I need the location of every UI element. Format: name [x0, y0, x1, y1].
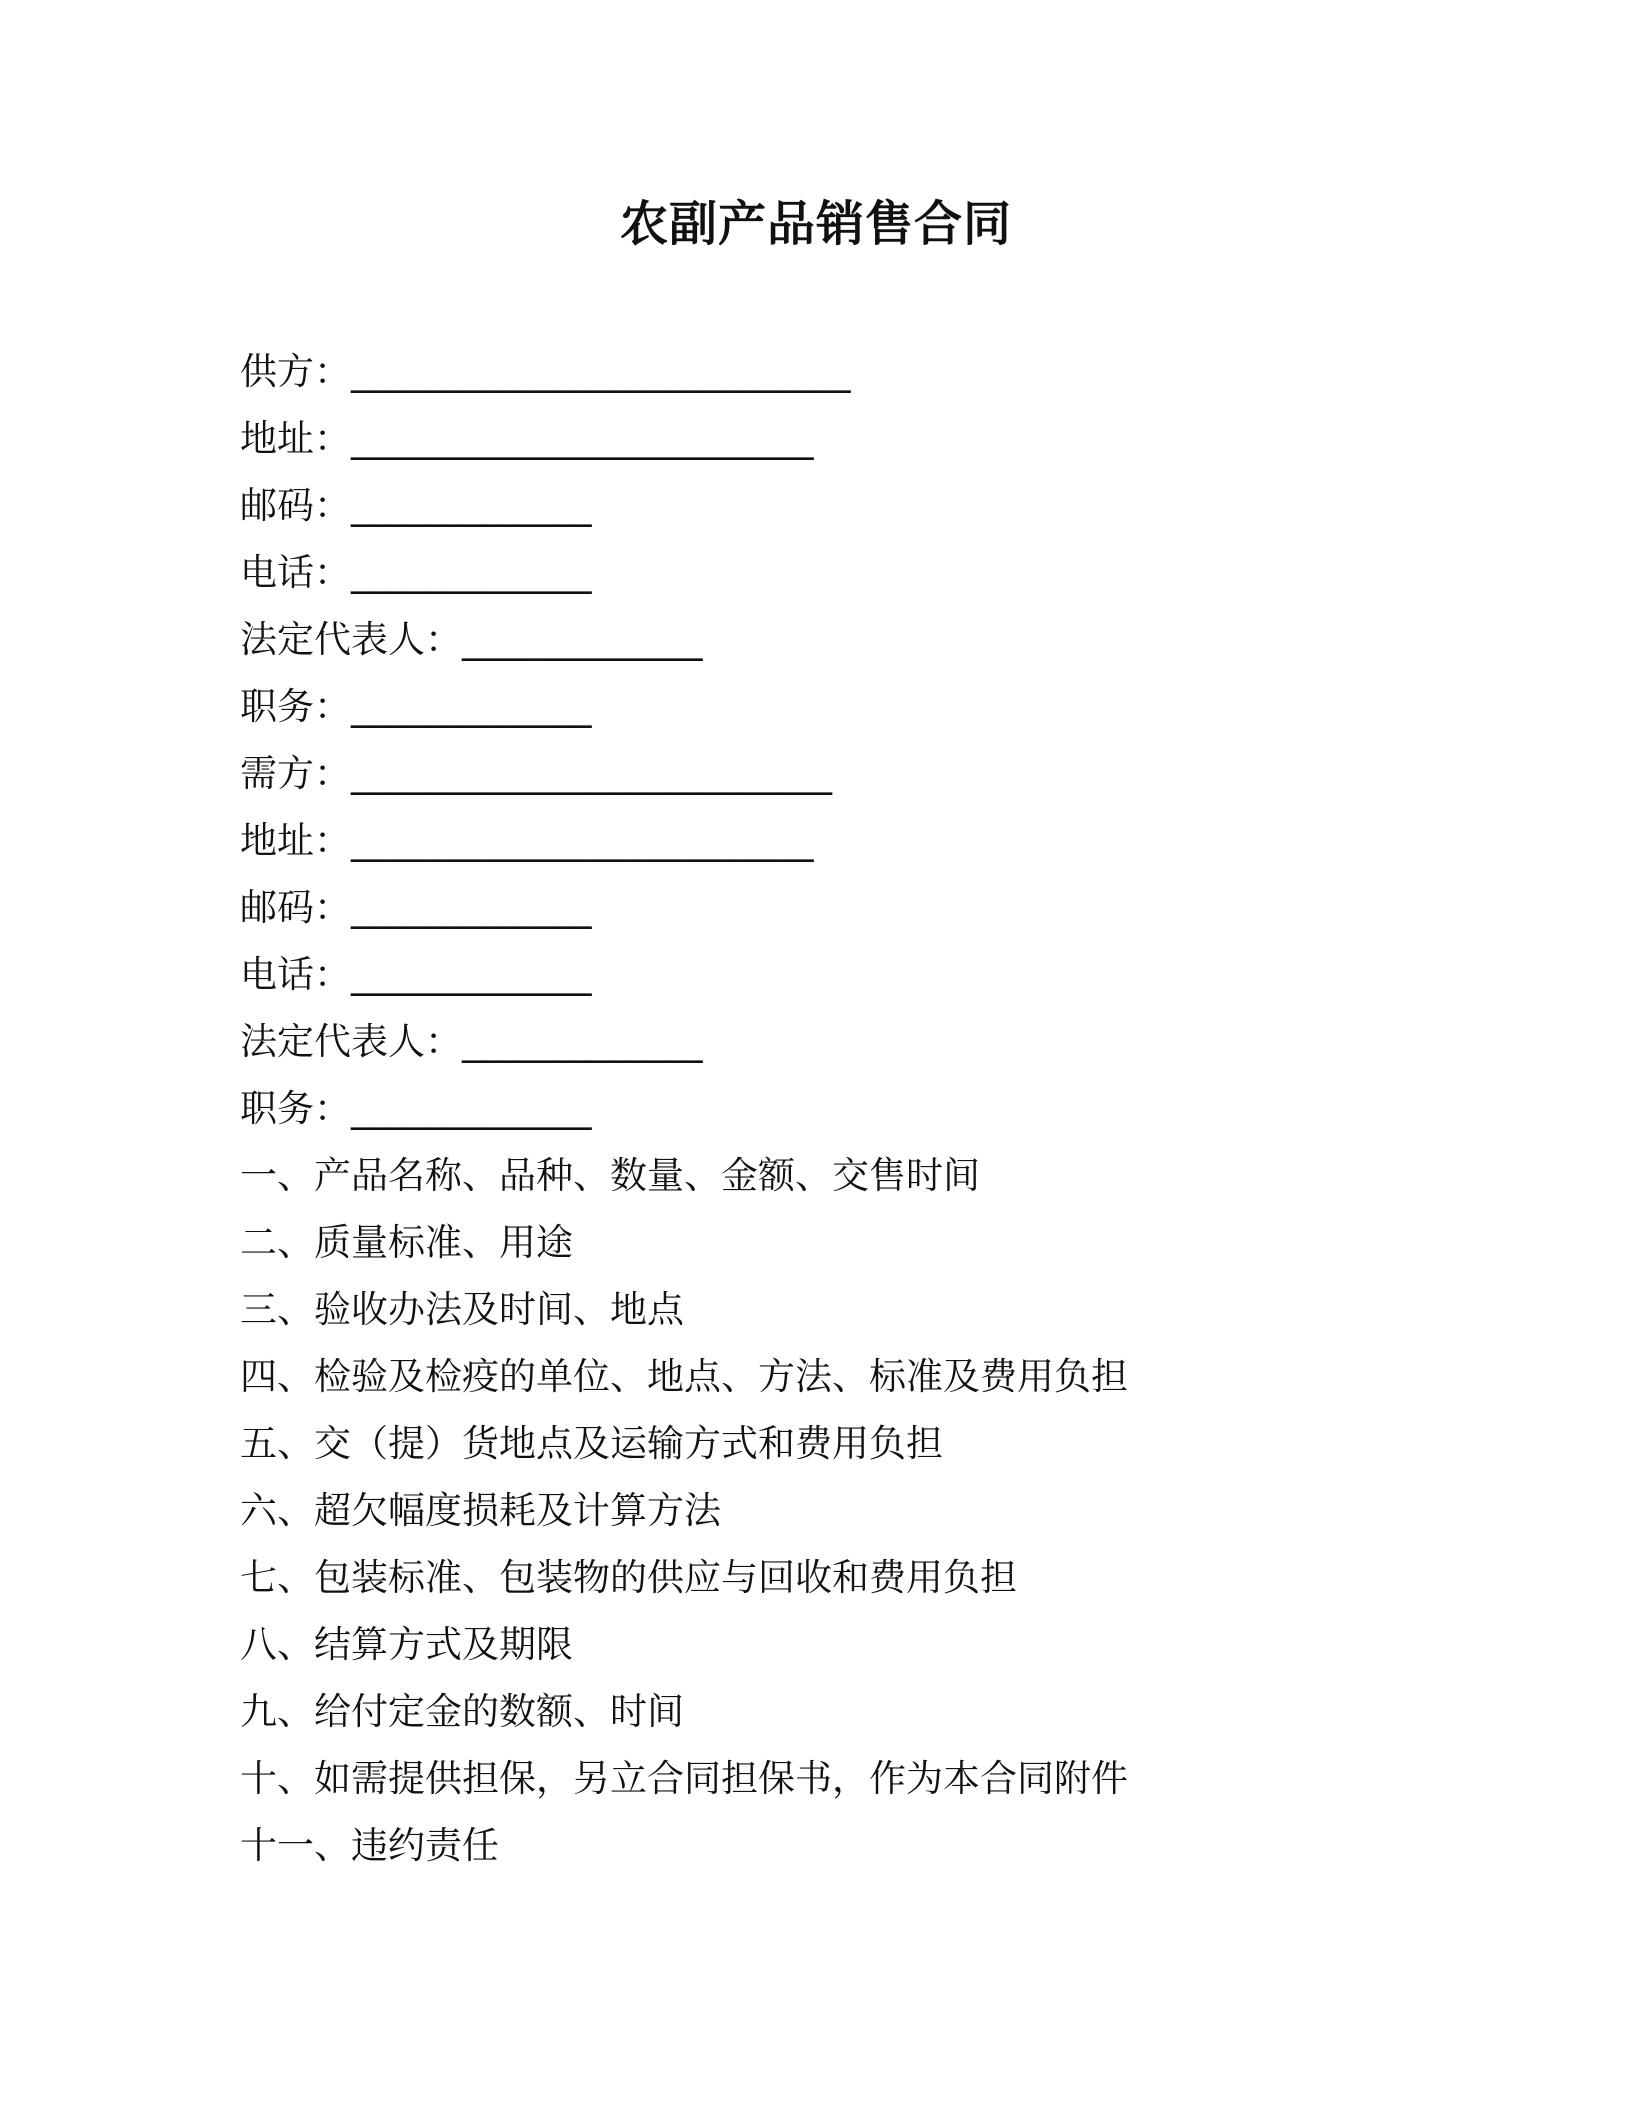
supplier-phone-label: 电话：: [240, 551, 351, 594]
clause-3-text: 三、验收办法及时间、地点: [240, 1288, 684, 1331]
buyer-name-label: 需方：: [240, 752, 351, 795]
supplier-address-line: [240, 405, 1440, 472]
clause-5: [240, 1410, 1440, 1477]
supplier-name-line: [240, 338, 1440, 405]
clause-8: [240, 1611, 1440, 1678]
supplier-legal-rep-label: 法定代表人：: [240, 618, 462, 661]
clause-1: [240, 1142, 1440, 1209]
buyer-postcode-label: 邮码：: [240, 886, 351, 929]
buyer-name-line: [240, 740, 1440, 807]
document-title: 农副产品销售合同: [619, 196, 1012, 252]
clause-6-text: 六、超欠幅度损耗及计算方法: [240, 1489, 721, 1532]
clause-6: [240, 1477, 1440, 1544]
buyer-position-label: 职务：: [240, 1087, 351, 1130]
supplier-position-blank: _____________: [351, 685, 592, 728]
supplier-phone-line: [240, 539, 1440, 606]
buyer-legal-rep-label: 法定代表人：: [240, 1020, 462, 1063]
clause-2-text: 二、质量标准、用途: [240, 1221, 573, 1264]
supplier-position-label: 职务：: [240, 685, 351, 728]
buyer-phone-blank: _____________: [351, 953, 592, 996]
clause-10: [240, 1745, 1440, 1812]
clause-1-text: 一、产品名称、品种、数量、金额、交售时间: [240, 1154, 980, 1197]
buyer-phone-label: 电话：: [240, 953, 351, 996]
buyer-position-line: [240, 1075, 1440, 1142]
supplier-address-blank: _________________________: [351, 417, 814, 460]
clause-4-text: 四、检验及检疫的单位、地点、方法、标准及费用负担: [240, 1355, 1128, 1398]
clause-2: [240, 1209, 1440, 1276]
clause-5-text: 五、交（提）货地点及运输方式和费用负担: [240, 1422, 943, 1465]
clause-9: [240, 1678, 1440, 1745]
supplier-address-label: 地址：: [240, 417, 351, 460]
supplier-postcode-label: 邮码：: [240, 484, 351, 527]
buyer-postcode-line: [240, 874, 1440, 941]
supplier-legal-rep-blank: _____________: [462, 618, 703, 661]
supplier-phone-blank: _____________: [351, 551, 592, 594]
buyer-legal-rep-blank: _____________: [462, 1020, 703, 1063]
buyer-address-label: 地址：: [240, 819, 351, 862]
supplier-name-label: 供方：: [240, 350, 351, 393]
supplier-legal-rep-line: [240, 606, 1440, 673]
supplier-postcode-blank: _____________: [351, 484, 592, 527]
buyer-address-blank: _________________________: [351, 819, 814, 862]
buyer-name-blank: __________________________: [351, 752, 832, 795]
buyer-legal-rep-line: [240, 1008, 1440, 1075]
clause-7-text: 七、包装标准、包装物的供应与回收和费用负担: [240, 1556, 1017, 1599]
clause-3: [240, 1276, 1440, 1343]
clause-7: [240, 1544, 1440, 1611]
supplier-postcode-line: [240, 472, 1440, 539]
supplier-name-blank: ___________________________: [351, 350, 851, 393]
contract-body: [240, 338, 1440, 1879]
clause-4: [240, 1343, 1440, 1410]
clause-10-text: 十、如需提供担保，另立合同担保书，作为本合同附件: [240, 1757, 1128, 1800]
buyer-postcode-blank: _____________: [351, 886, 592, 929]
clause-8-text: 八、结算方式及期限: [240, 1623, 573, 1666]
clause-9-text: 九、给付定金的数额、时间: [240, 1690, 684, 1733]
clause-11-text: 十一、违约责任: [240, 1824, 499, 1867]
buyer-position-blank: _____________: [351, 1087, 592, 1130]
buyer-address-line: [240, 807, 1440, 874]
buyer-phone-line: [240, 941, 1440, 1008]
clause-11: [240, 1812, 1440, 1879]
supplier-position-line: [240, 673, 1440, 740]
